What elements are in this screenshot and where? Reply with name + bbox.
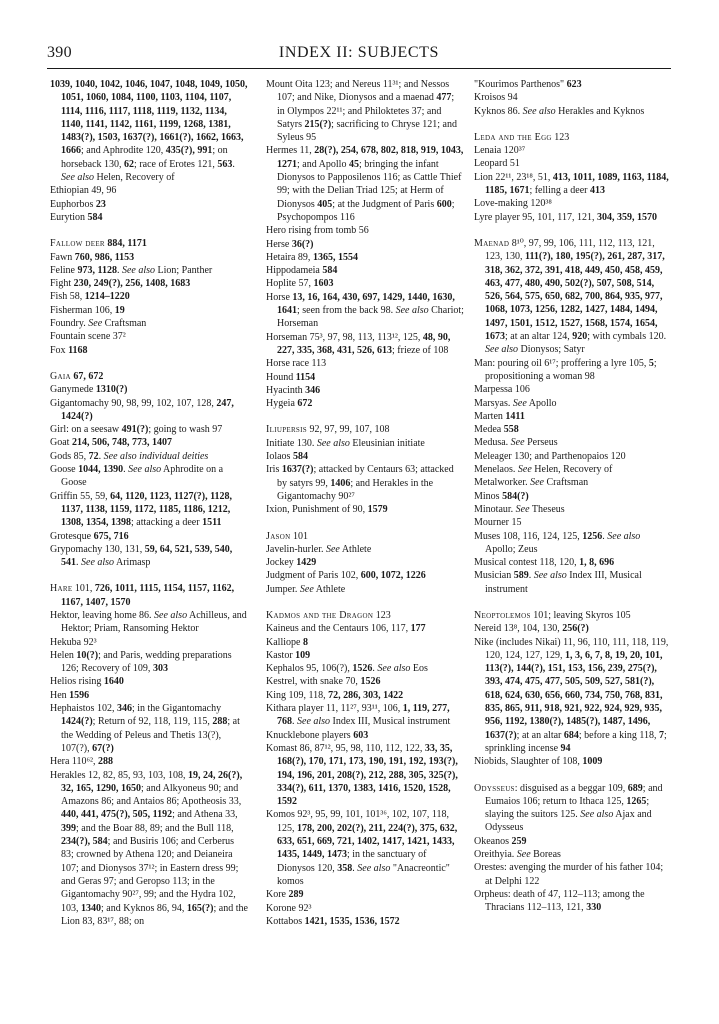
index-entry: Horseman 75³, 97, 98, 113, 113¹², 125, 48, 90, 227, 335, 368, 431, 526, 613; frieze of 108 — [266, 331, 451, 356]
index-entry: Jockey 1429 — [266, 557, 317, 569]
index-entry: Horse 13, 16, 164, 430, 697, 1429, 1440, 1630, 1641; seen from the back 98. See also Chariot; Horseman — [266, 291, 464, 330]
index-entry: Kastor 109 — [266, 649, 311, 661]
index-entry: Ganymede 1310(?) — [50, 384, 128, 396]
page-number: 390 — [47, 44, 72, 61]
index-entry: Hound 1154 — [266, 371, 316, 383]
index-entry: Musical contest 118, 120, 1, 8, 696 — [474, 557, 615, 569]
index-entry: Maenad 8¹⁰, 97, 99, 106, 111, 112, 113, 121, 123, 130, 111(?), 180, 195(?), 261, 287, 317, 318, 362, 372, 391, 418, 449, 450, 458, 459, 463, 477, 480, 490, 502(?), 507, 508, 514, 526, 564, 575, 650, 682, 700, 864, 935, 977, 1068, 1073, 1256, 1282, 1427, 1484, 1494, 1497, 1501, 1512, 1527, 1568, 1574, 1654, 1673; at an altar 124, 920; with cymbals 120. See also Dionysos; Satyr — [474, 237, 667, 356]
index-entry: Niobids, Slaughter of 108, 1009 — [474, 756, 603, 768]
index-entry: Hippodameia 584 — [266, 265, 338, 277]
index-entry: Initiate 130. See also Eleusinian initiate — [266, 437, 425, 449]
index-entry: Komos 92³, 95, 99, 101, 101³⁶, 102, 107, 118, 125, 178, 200, 202(?), 211, 224(?), 375, 632, 633, 651, 669, 721, 1402, 1417, 1421, 1433, 1435, 1449, 1473; in the sanctuary of Dionysos 120, 358. See also "Anacreontic" komos — [266, 809, 458, 887]
index-entry: Korone 92³ — [266, 902, 312, 914]
section-gap — [266, 410, 464, 423]
index-entry: Javelin-hurler. See Athlete — [266, 543, 372, 555]
index-entry: Lion 22¹¹, 23¹⁸, 51, 413, 1011, 1089, 1163, 1184, 1185, 1671; felling a deer 413 — [474, 171, 669, 197]
index-entry: Iliupersis 92, 97, 99, 107, 108 — [266, 424, 390, 436]
index-entry: Kroisos 94 — [474, 92, 518, 104]
index-entry: Fisherman 106, 19 — [50, 304, 125, 316]
index-entry: Hektor, leaving home 86. See also Achilleus, and Hektor; Priam, Ransoming Hektor — [50, 609, 247, 635]
index-entry: Fox 1168 — [50, 344, 88, 356]
index-entry: Hyacinth 346 — [266, 384, 321, 396]
index-entry: Muses 108, 116, 124, 125, 1256. See also Apollo; Zeus — [474, 530, 641, 555]
index-entry: "Kourimos Parthenos" 623 — [474, 79, 582, 90]
index-entry: Mount Oita 123; and Nereus 11³¹; and Nessos 107; and Nike, Dionysos and a maenad 477; in Olympos 22¹¹; and Philoktetes 37; and Satyrs 215(?); sacrificing to Chryse 121; and Syleus 95 — [266, 79, 457, 144]
index-entry: Hephaistos 102, 346; in the Gigantomachy 1424(?); Return of 92, 118, 119, 115, 288; at the Wedding of Peleus and Thetis 13(?), 107(?), 67(?) — [50, 703, 240, 754]
index-entry: Man: pouring oil 6¹⁷; proffering a lyre 105, 5; propositioning a woman 98 — [474, 357, 657, 382]
index-entry: Leda and the Egg 123 — [474, 131, 570, 143]
index-entry: Horse race 113 — [266, 358, 327, 370]
index-entry: Kadmos and the Dragon 123 — [266, 609, 391, 621]
index-entry: Hen 1596 — [50, 689, 90, 701]
section-gap — [50, 224, 248, 237]
index-entry: Nereid 13⁸, 104, 130, 256(?) — [474, 623, 589, 635]
index-entry: Hero rising from tomb 56 — [266, 225, 369, 237]
index-entry: Love-making 120³⁸ — [474, 198, 552, 210]
index-entry: Goose 1044, 1390. See also Aphrodite on a Goose — [50, 464, 224, 489]
index-entry: Kore 289 — [266, 889, 304, 901]
index-entry: Ixion, Punishment of 90, 1579 — [266, 504, 388, 516]
index-entry: Neoptolemos 101; leaving Skyros 105 — [474, 609, 631, 621]
index-entry: Kithara player 11, 11²⁷, 93¹¹, 106, 1, 119, 277, 768. See also Index III, Musical instrument — [266, 703, 451, 728]
index-entry: Orpheus: death of 47, 112–113; among the Thracians 112–113, 121, 330 — [474, 888, 645, 914]
index-entry: Fallow deer 884, 1171 — [50, 238, 147, 250]
index-entry: Orestes: avenging the murder of his father 104; at Delphi 122 — [474, 862, 664, 887]
section-gap — [474, 769, 672, 782]
index-column-1 — [50, 78, 248, 928]
index-entry: Gigantomachy 90, 98, 99, 102, 107, 128, 247, 1424(?) — [50, 397, 234, 422]
index-entry: Girl: on a seesaw 491(?); going to wash 97 — [50, 424, 223, 436]
index-entry: Medusa. See Perseus — [474, 437, 558, 449]
section-gap — [50, 357, 248, 370]
index-entry: Feline 973, 1128. See also Lion; Panther — [50, 264, 213, 276]
index-entry: Eurytion 584 — [50, 211, 103, 223]
index-entry: Helen 10(?); and Paris, wedding preparations 126; Recovery of 109, 303 — [50, 649, 232, 675]
index-entry: Ethiopian 49, 96 — [50, 185, 117, 197]
index-entry: Iolaos 584 — [266, 451, 308, 463]
index-entry: Minos 584(?) — [474, 490, 529, 502]
index-entry: Lenaia 120³⁷ — [474, 145, 526, 157]
index-entry: 1039, 1040, 1042, 1046, 1047, 1048, 1049, 1050, 1051, 1060, 1084, 1100, 1103, 1104, 1107, 1114, 1116, 1117, 1118, 1119, 1132, 1134, 1140, 1141, 1142, 1161, 1199, 1268, 1381, 1483(?), 1503, 1637(?), 1661(?), 1662, 1663, 1666; and Aphrodite 120, 435(?), 991; on horseback 130, 62; race of Erotes 121, 563. See also Helen, Recovery of — [50, 79, 248, 184]
index-entry: Mourner 15 — [474, 517, 522, 529]
index-entry: Jumper. See Athlete — [266, 583, 346, 595]
index-entry: Nike (includes Nikai) 11, 96, 110, 111, 118, 119, 120, 124, 127, 129, 1, 3, 6, 7, 8, 19, 20, 101, 113(?), 144(?), 151, 153, 156, 239, 275(?), 393, 474, 475, 477, 505, 509, 527, 581(?), 618, 624, 630, 656, 660, 734, 750, 768, 831, 835, 865, 911, 918, 921, 922, 924, 929, 935, 956, 1192, 1380(?), 1485(?), 1487, 1496, 1637(?); at an altar 684; before a king 118, 7; sprinkling incense 94 — [474, 636, 669, 754]
index-entry: Odysseus: disguised as a beggar 109, 689; and Eumaios 106; return to Ithaca 125, 1265; slaying the suitors 125. See also Ajax and Odysseus — [474, 782, 663, 834]
index-entry: Griffin 55, 59, 64, 1120, 1123, 1127(?), 1128, 1137, 1138, 1159, 1172, 1185, 1186, 1212, 1308, 1354, 1398; attacking a deer 1511 — [50, 490, 233, 529]
index-entry: Herakles 12, 82, 85, 93, 103, 108, 19, 24, 26(?), 32, 165, 1290, 1650; and Alkyoneus 90; and Amazons 86; and Antaios 86; Apotheosis 33, 440, 441, 475(?), 505, 1192; and Athena 33, 399; and the Boar 88, 89; and the Bull 118, 234(?), 584; and Busiris 106; and Cerberus 83; crowned by Athena 120; and Deianeira 107; and Dionysos 37¹²; in Eastern dress 99; and Geras 97; and Geropso 113; in the Gigantomachy 90²⁷, 99; and the Hydra 102, 103, 1340; and Kyknos 86, 94, 165(?); and the Lion 83, 83¹⁷, 88; on — [50, 769, 248, 927]
index-entry: Kestrel, with snake 70, 1526 — [266, 676, 381, 688]
index-entry: Fawn 760, 986, 1153 — [50, 251, 135, 263]
index-entry: Hetaira 89, 1365, 1554 — [266, 251, 358, 263]
section-gap — [266, 596, 464, 609]
index-entry: Fountain scene 37² — [50, 331, 126, 343]
index-entry: Gaia 67, 672 — [50, 370, 104, 382]
index-entry: Musician 589. See also Index III, Musical instrument — [474, 570, 642, 595]
index-entry: Fight 230, 249(?), 256, 1408, 1683 — [50, 278, 191, 290]
index-entry: Hygeia 672 — [266, 398, 313, 410]
index-entry: Metalworker. See Craftsman — [474, 477, 589, 489]
index-entry: Knucklebone players 603 — [266, 729, 369, 741]
index-entry: Grotesque 675, 716 — [50, 530, 129, 542]
index-entry: Gods 85, 72. See also individual deities — [50, 450, 209, 462]
index-entry: Euphorbos 23 — [50, 198, 106, 210]
index-entry: Kalliope 8 — [266, 636, 308, 648]
running-head: INDEX II: SUBJECTS — [278, 44, 440, 61]
index-entry: Hare 101, 726, 1011, 1115, 1154, 1157, 1162, 1167, 1407, 1570 — [50, 583, 235, 608]
index-entry: Komast 86, 87¹², 95, 98, 110, 112, 122, 33, 35, 168(?), 170, 171, 173, 190, 191, 192, 193(?), 194, 196, 201, 208(?), 212, 288, 305, 325(?), 334(?), 611, 1370, 1383, 1416, 1520, 1528, 1592 — [266, 742, 458, 808]
index-entry: King 109, 118, 72, 286, 303, 1422 — [266, 689, 404, 701]
index-entry: Kottabos 1421, 1535, 1536, 1572 — [266, 915, 400, 927]
index-entry: Kaineus and the Centaurs 106, 117, 177 — [266, 623, 426, 635]
index-entry: Judgment of Paris 102, 600, 1072, 1226 — [266, 570, 426, 582]
index-entry: Marsyas. See Apollo — [474, 397, 557, 409]
index-entry: Herse 36(?) — [266, 238, 314, 250]
page-header — [47, 44, 671, 66]
index-entry: Marten 1411 — [474, 410, 525, 422]
section-gap — [50, 569, 248, 582]
index-entry: Helios rising 1640 — [50, 676, 124, 688]
index-entry: Fish 58, 1214–1220 — [50, 291, 130, 303]
index-entry: Kephalos 95, 106(?), 1526. See also Eos — [266, 663, 428, 675]
index-entry: Foundry. See Craftsman — [50, 318, 147, 330]
index-entry: Menelaos. See Helen, Recovery of — [474, 464, 613, 476]
index-entry: Hoplite 57, 1603 — [266, 278, 334, 290]
index-entry: Minotaur. See Theseus — [474, 503, 565, 515]
index-entry: Hera 110⁶², 288 — [50, 756, 114, 768]
index-entry: Goat 214, 506, 748, 773, 1407 — [50, 437, 172, 449]
index-entry: Grypomachy 130, 131, 59, 64, 521, 539, 540, 541. See also Arimasp — [50, 543, 233, 569]
index-entry: Meleager 130; and Parthenopaios 120 — [474, 450, 626, 462]
section-gap — [474, 596, 672, 609]
index-entry: Leopard 51 — [474, 158, 520, 170]
index-entry: Lyre player 95, 101, 117, 121, 304, 359, 1570 — [474, 211, 657, 223]
index-entry: Iris 1637(?); attacked by Centaurs 63; attacked by satyrs 99, 1406; and Herakles in the Gigantomachy 90²⁷ — [266, 464, 454, 502]
index-entry: Okeanos 259 — [474, 835, 527, 847]
section-gap — [474, 118, 672, 131]
index-entry: Hekuba 92³ — [50, 636, 97, 648]
index-entry: Marpessa 106 — [474, 384, 530, 396]
index-column-3 — [474, 78, 672, 915]
index-entry: Medea 558 — [474, 424, 519, 436]
index-entry: Hermes 11, 28(?), 254, 678, 802, 818, 919, 1043, 1271; and Apollo 45; bringing the infant Dionysos to Papposilenos 116; as Cattle Thief 99; with the Delian Triad 125; at Herm of Dionysos 405; at the Judgment of Paris 600; Psychopompos 116 — [266, 145, 464, 223]
section-gap — [266, 517, 464, 530]
section-gap — [474, 224, 672, 237]
index-column-2 — [266, 78, 464, 928]
index-entry: Kyknos 86. See also Herakles and Kyknos — [474, 105, 645, 117]
header-rule — [47, 68, 671, 69]
index-entry: Oreithyia. See Boreas — [474, 849, 561, 861]
index-entry: Jason 101 — [266, 530, 308, 542]
